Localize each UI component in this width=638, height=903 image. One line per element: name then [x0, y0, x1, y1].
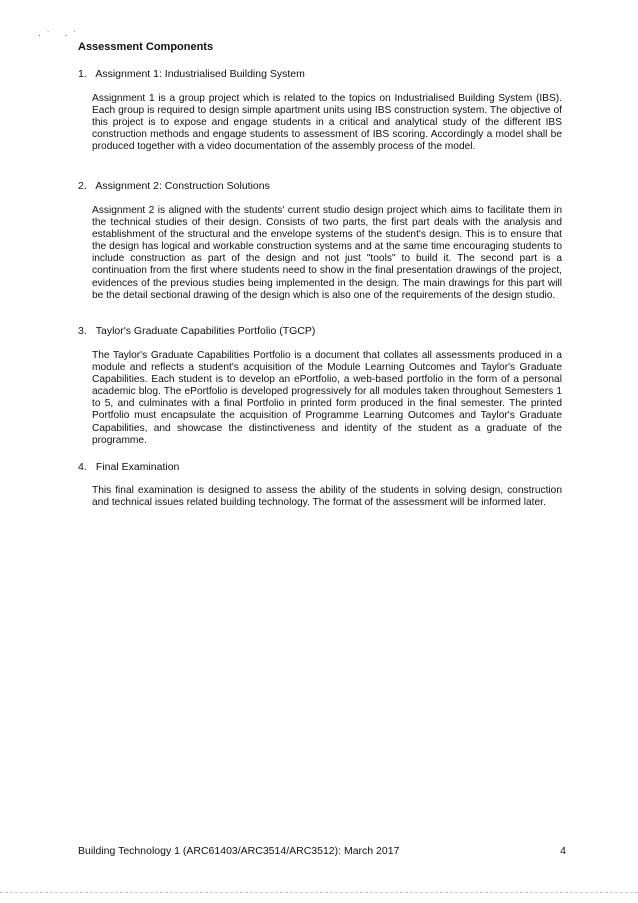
item-paragraph-assignment-2: Assignment 2 is aligned with the students' current studio design project which aims to facilitate them in the technical studies of their design. Consists of two parts, the first part deals with the analysis and establishment of the structural and the envelope systems of the student's design. This is to ensure that the design has logical and workable construction systems and at the same time encouraging students to include construction as part of the design and not just "tools" to build it. The second part is a continuation from the first where students need to show in the final presentation drawings of the project, evidences of the previous studies being implemented in the design. The main drawings for this part will be the detail sectional drawing of the design which is also one of the requirements of the design studio. — [92, 205, 562, 301]
footer-course-info: Building Technology 1 (ARC61403/ARC3514/ARC3512): March 2017 — [78, 845, 400, 857]
item-title-assignment-2 — [78, 180, 270, 192]
item-title-text: Assignment 2: Construction Solutions — [95, 180, 270, 192]
section-heading: Assessment Components — [78, 41, 214, 53]
item-title-text: Assignment 1: Industrialised Building System — [95, 68, 305, 80]
item-number: 3. — [78, 325, 87, 337]
page-number: 4 — [560, 845, 566, 857]
item-title-text: Taylor's Graduate Capabilities Portfolio (TGCP) — [95, 325, 316, 337]
scan-specks: ·˙ ·˙ — [38, 30, 83, 40]
item-title-assignment-1 — [78, 68, 305, 80]
item-paragraph-assignment-1: Assignment 1 is a group project which is related to the topics on Industrialised Building System (IBS). Each group is required to design simple apartment units using IBS construction system. The objective of this project is to expose and engage students in a critical and analytical study of the different IBS construction methods and engage students to assessment of IBS scoring. Accordingly a model shall be produced together with a video documentation of the assembly process of the model. — [92, 93, 562, 153]
item-paragraph-final-exam: This final examination is designed to assess the ability of the students in solving design, construction and technical issues related building technology. The format of the assessment will be informed later. — [92, 485, 562, 509]
item-title-final-exam — [78, 461, 179, 473]
item-number: 1. — [78, 68, 87, 80]
item-title-text: Final Examination — [95, 461, 180, 473]
item-number: 4. — [78, 461, 87, 473]
item-number: 2. — [78, 180, 87, 192]
page-footer — [78, 845, 566, 857]
scan-edge-line — [0, 892, 638, 893]
item-title-tgcp — [78, 325, 315, 337]
item-paragraph-tgcp: The Taylor's Graduate Capabilities Portfolio is a document that collates all assessments produced in a module and reflects a student's acquisition of the Module Learning Outcomes and Taylor's Graduate Capabilities. Each student is to develop an ePortfolio, a web-based portfolio in the form of a personal academic blog. The ePortfolio is developed progressively for all modules taken throughout Semesters 1 to 5, and culminates with a final Portfolio in printed form produced in the final semester. The printed Portfolio must encapsulate the acquisition of Programme Learning Outcomes and Taylor's Graduate Capabilities, and showcase the distinctiveness and identity of the student as a graduate of the programme. — [92, 350, 562, 446]
